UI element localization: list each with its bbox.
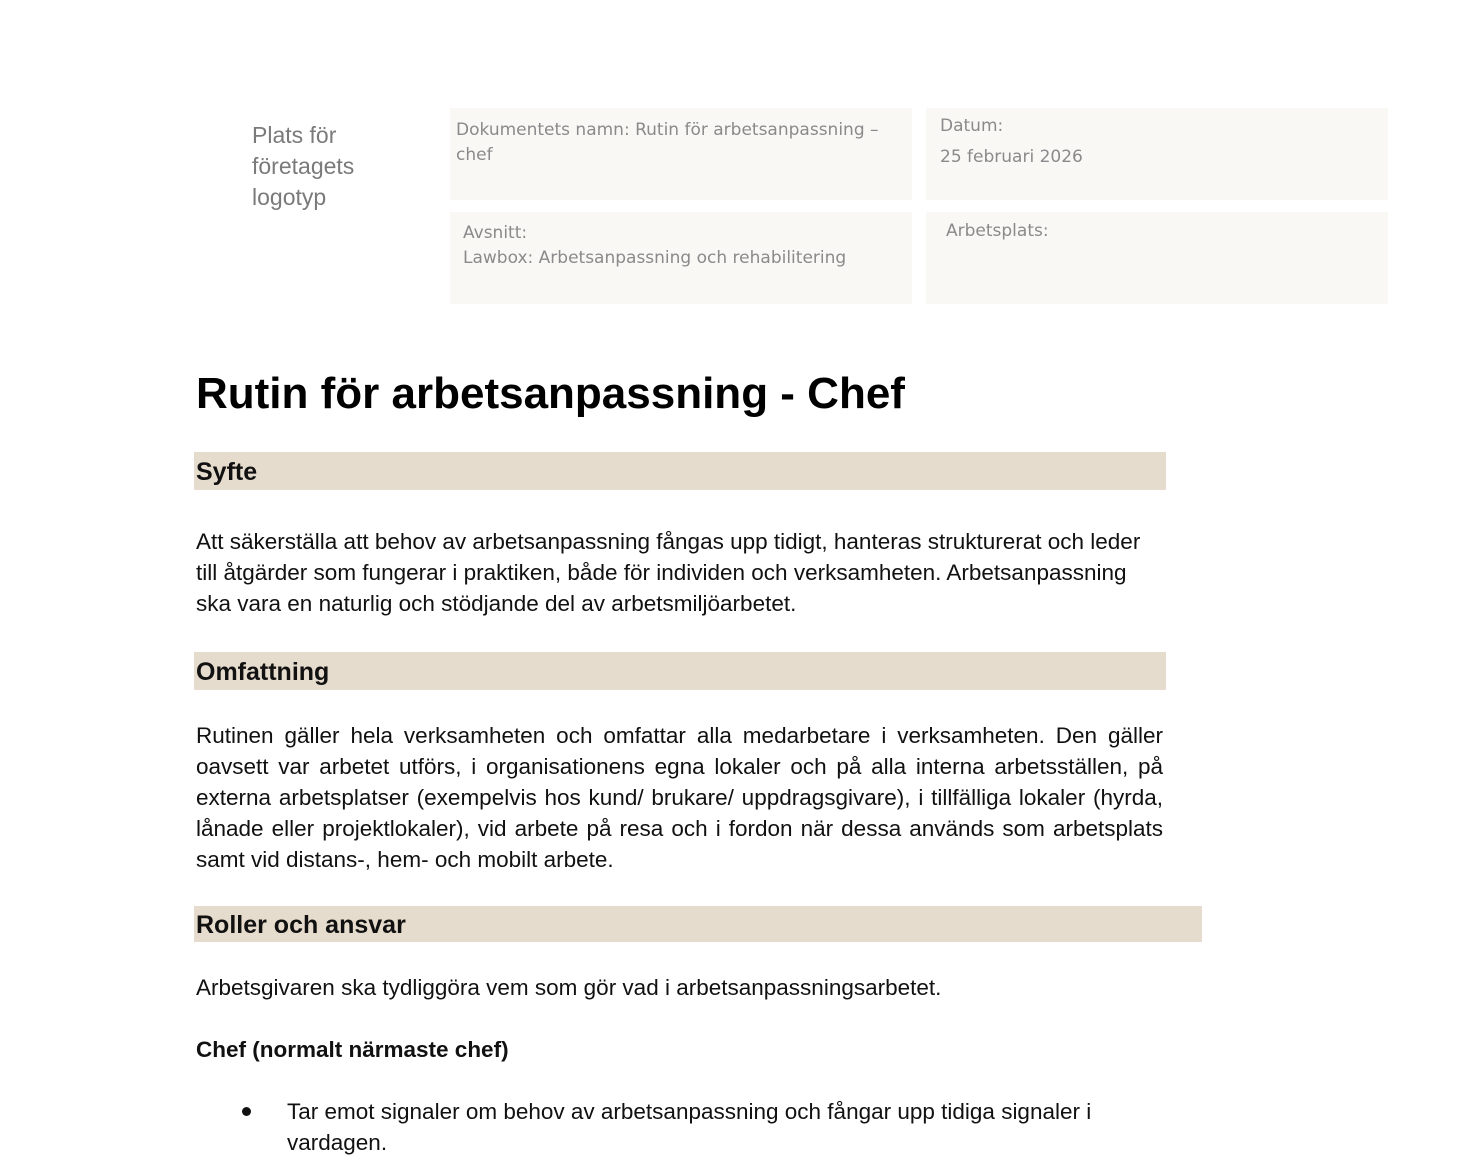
date-value: 25 februari 2026 <box>940 147 1083 167</box>
document-name-field <box>450 108 912 200</box>
subheading-chef: Chef (normalt närmaste chef) <box>196 1037 509 1062</box>
date-label: Datum: <box>940 116 1004 136</box>
section-heading-omfattning: Omfattning <box>194 652 1166 690</box>
list-item <box>196 1096 1136 1158</box>
workplace-label: Arbetsplats: <box>946 221 1049 241</box>
date-field <box>926 108 1388 200</box>
section-heading-roller: Roller och ansvar <box>194 906 1202 942</box>
workplace-field <box>926 212 1388 304</box>
bullet-icon <box>242 1107 251 1116</box>
section-text-omfattning: Rutinen gäller hela verksamheten och omfattar alla medarbetare i verksamheten. Den gäller oavsett var arbetet utförs, i organisationens egna lokaler och på alla interna arbetsställen, på externa arbetsplatser (exempelvis hos kund/ brukare/ uppdragsgivare), i tillfälliga lokaler (hyrda, lånade eller projektlokaler), vid arbete på resa och i fordon när dessa används som arbetsplats samt vid distans-, hem- och mobilt arbete. <box>196 723 1163 872</box>
bullet-list <box>196 1096 1136 1158</box>
section-field <box>450 212 912 304</box>
section-heading-syfte: Syfte <box>194 452 1166 490</box>
logo-placeholder: Plats för företagets logotyp <box>252 122 355 210</box>
document-name-text: Dokumentets namn: Rutin för arbetsanpassning – chef <box>456 120 879 165</box>
section-text-roller: Arbetsgivaren ska tydliggöra vem som gör vad i arbetsanpassningsarbetet. <box>196 975 942 1000</box>
section-label: Avsnitt: <box>463 223 528 243</box>
document-title: Rutin för arbetsanpassning - Chef <box>196 369 905 418</box>
section-text-syfte: Att säkerställa att behov av arbetsanpassning fångas upp tidigt, hanteras strukturerat och leder till åtgärder som fungerar i praktiken, både för individen och verksamheten. Arbetsanpassning ska vara en naturlig och stödjande del av arbetsmiljöarbetet. <box>196 529 1141 616</box>
section-value: Lawbox: Arbetsanpassning och rehabilitering <box>463 248 847 268</box>
list-item-text: Tar emot signaler om behov av arbetsanpassning och fångar upp tidiga signaler i vardagen. <box>287 1099 1092 1155</box>
